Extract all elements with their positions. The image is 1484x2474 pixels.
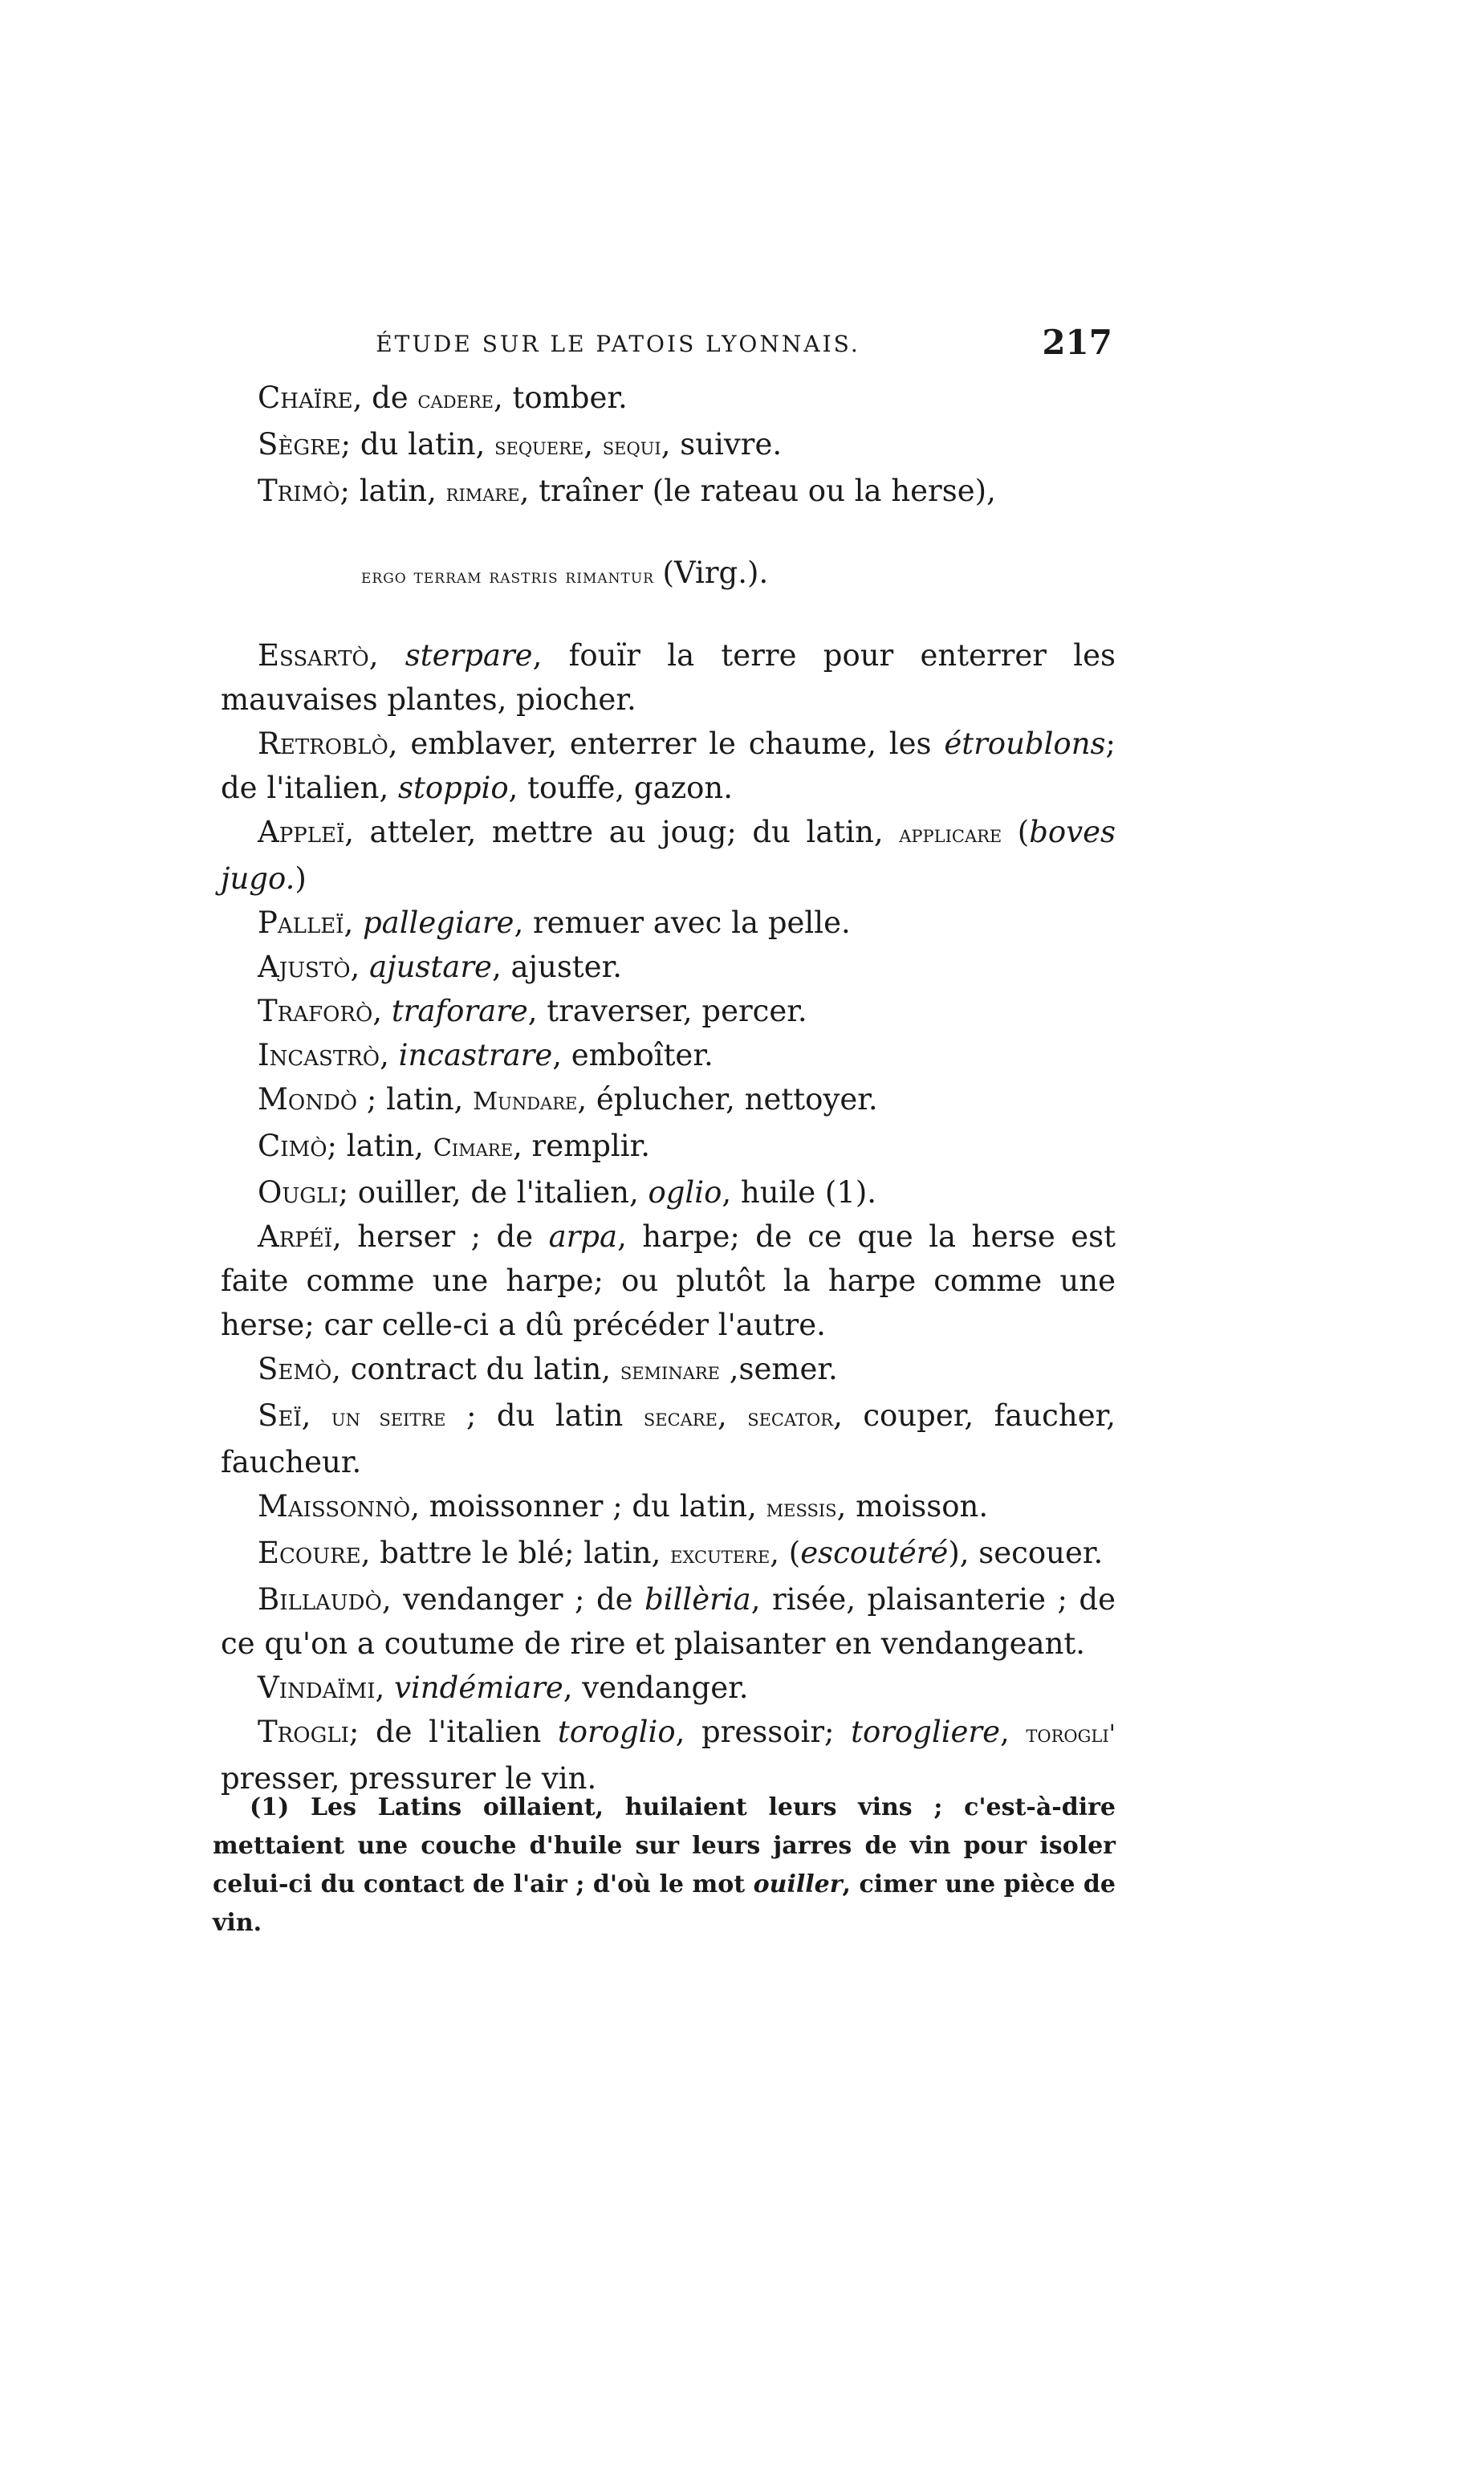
- entry-text: , éplucher, nettoyer.: [577, 1082, 878, 1117]
- entry-headword: Sègre: [258, 427, 341, 462]
- latin-term: rimare: [445, 479, 520, 507]
- entry-headword: Ajustò: [258, 950, 351, 984]
- entry-text: , emboîter.: [552, 1038, 714, 1072]
- italic-term: escoutéré: [800, 1536, 949, 1570]
- latin-term: torogli': [1026, 1720, 1116, 1748]
- latin-term: applicare: [899, 820, 1002, 848]
- latin-term: cadere: [417, 386, 494, 414]
- glossary-entry: [221, 422, 1116, 469]
- glossary-entry: [221, 1394, 1116, 1484]
- entry-text: , remplir.: [513, 1129, 650, 1163]
- italic-term: oglio: [648, 1175, 722, 1210]
- entry-headword: Cimò: [258, 1129, 327, 1163]
- latin-term: secare: [643, 1404, 718, 1432]
- italic-term: incastrare: [398, 1038, 553, 1072]
- entry-text: ,: [368, 638, 405, 673]
- italic-term: traforare: [391, 994, 528, 1028]
- italic-term: ouiller: [753, 1870, 843, 1898]
- entry-headword: Trogli: [258, 1715, 349, 1749]
- entry-text: ,: [375, 1670, 395, 1705]
- italic-term: stoppio: [398, 771, 509, 805]
- entry-headword: Ougli: [258, 1175, 339, 1210]
- glossary-entry: [221, 469, 1116, 515]
- entry-text: , traîner (le rateau ou la herse),: [519, 474, 996, 508]
- latin-term: un seitre: [331, 1404, 446, 1432]
- entry-text: , tomber.: [494, 380, 628, 415]
- verse-reference: (Virg.).: [662, 555, 769, 590]
- entry-text: ,: [583, 427, 603, 462]
- entry-text: ; de l'italien: [348, 1715, 558, 1749]
- entry-text: , battre le blé; latin,: [360, 1536, 671, 1570]
- latin-term: sequere: [494, 433, 584, 461]
- glossary-entry: [221, 722, 1116, 810]
- entry-text: ,: [372, 994, 392, 1028]
- footnote: [213, 1788, 1116, 1943]
- entry-text: , herser ; de: [332, 1219, 549, 1254]
- glossary-entry: [221, 1666, 1116, 1710]
- entry-text: ; ouiller, de l'italien,: [338, 1175, 648, 1210]
- verse-quote: [361, 551, 1116, 598]
- entry-text: ,: [344, 905, 363, 940]
- italic-term: boves jugo.: [221, 815, 1116, 896]
- entry-headword: Mondò: [258, 1082, 358, 1117]
- entry-text: ,semer.: [720, 1352, 838, 1386]
- entry-headword: Essartò: [258, 638, 369, 673]
- glossary-entry: [221, 810, 1116, 901]
- entry-text: ; latin,: [327, 1129, 433, 1163]
- latin-term: sequi: [602, 433, 661, 461]
- entry-text: ; du latin,: [340, 427, 495, 462]
- entry-text: ,: [717, 1398, 748, 1433]
- entry-text: , moissonner ; du latin,: [410, 1489, 766, 1524]
- entry-text: ; latin,: [357, 1082, 474, 1117]
- entry-text: , traverser, percer.: [527, 994, 807, 1028]
- entry-text: , de: [352, 380, 418, 415]
- entry-headword: Appleï: [258, 815, 345, 849]
- italic-term: toroglio: [557, 1715, 676, 1749]
- entry-headword: Retroblò: [258, 726, 388, 761]
- entry-text: , touffe, gazon.: [508, 771, 733, 805]
- glossary-entry: [221, 1710, 1116, 1801]
- entry-text: , atteler, mettre au joug; du latin,: [344, 815, 900, 849]
- latin-term: Mundare: [473, 1088, 578, 1116]
- entry-headword: Seï: [258, 1398, 302, 1433]
- entry-headword: Arpéï: [258, 1219, 333, 1254]
- entry-text: , couper, faucher, faucheur.: [221, 1398, 1116, 1479]
- entry-headword: Ecoure: [258, 1536, 361, 1570]
- entry-text: ), secouer.: [948, 1536, 1104, 1570]
- italic-term: vindémiare: [394, 1670, 563, 1705]
- glossary-entry: [221, 633, 1116, 722]
- page-number: 217: [1042, 323, 1112, 362]
- italic-term: ajustare: [369, 950, 492, 984]
- entry-headword: Chaïre: [258, 380, 353, 415]
- entry-text: , emblaver, enterrer le chaume, les: [388, 726, 945, 761]
- italic-term: étroublons: [944, 726, 1106, 761]
- entry-headword: Billaudò: [258, 1582, 382, 1617]
- glossary-entry: [221, 989, 1116, 1033]
- latin-term: excutere: [670, 1541, 770, 1569]
- entry-text: ,: [301, 1398, 331, 1433]
- entry-text: , moisson.: [836, 1489, 989, 1524]
- entry-text: ,: [350, 950, 370, 984]
- latin-term: seminare: [620, 1357, 721, 1386]
- entry-text: , remuer avec la pelle.: [514, 905, 851, 940]
- entry-headword: Semò: [258, 1352, 332, 1386]
- italic-term: billèria: [644, 1582, 751, 1617]
- entry-headword: Maissonnò: [258, 1489, 411, 1524]
- glossary-entry: [221, 376, 1116, 422]
- entry-text: , harpe; de ce que la herse est faite comme une harpe; ou plutôt la harpe comme une herse; car celle-ci a dû précéder l'autre.: [221, 1219, 1116, 1342]
- entry-text: ,: [1000, 1715, 1027, 1749]
- footnote-marker: (1): [250, 1793, 290, 1821]
- glossary-entry: [221, 1215, 1116, 1347]
- entry-text: presser, pressurer le vin.: [221, 1761, 597, 1796]
- entry-text: ,: [380, 1038, 399, 1072]
- entry-text: , fouïr la terre pour enterrer les mauvaises plantes, piocher.: [221, 638, 1116, 717]
- entry-text: , vendanger.: [563, 1670, 749, 1705]
- entry-headword: Incastrò: [258, 1038, 380, 1072]
- glossary-body: [221, 376, 1116, 1801]
- entry-headword: Trimò: [258, 474, 340, 508]
- verse-text: ergo terram rastris rimantur: [361, 564, 654, 588]
- entry-headword: Vindaïmi: [258, 1670, 376, 1705]
- entry-text: , contract du latin,: [331, 1352, 620, 1386]
- entry-text: , suivre.: [661, 427, 783, 462]
- entry-text: , huile (1).: [722, 1175, 877, 1210]
- entry-text: , (: [770, 1536, 801, 1570]
- entry-text: ; latin,: [339, 474, 446, 508]
- italic-term: sterpare: [405, 638, 533, 673]
- entry-text: , risée, plaisanterie ; de ce qu'on a coutume de rire et plaisanter en vendangeant.: [221, 1582, 1116, 1661]
- entry-text: , cimer une pièce de vin.: [213, 1870, 1116, 1937]
- italic-term: arpa: [548, 1219, 618, 1254]
- glossary-entry: [221, 1531, 1116, 1577]
- latin-term: Cimare: [433, 1134, 514, 1162]
- glossary-entry: [221, 1484, 1116, 1531]
- glossary-entry: [221, 1077, 1116, 1124]
- running-title: ÉTUDE SUR LE PATOIS LYONNAIS.: [376, 331, 860, 357]
- latin-term: messis: [766, 1495, 837, 1523]
- glossary-entry: [221, 1347, 1116, 1394]
- latin-term: secator: [747, 1404, 834, 1432]
- glossary-entry: [221, 1170, 1116, 1215]
- entry-text: , pressoir;: [675, 1715, 852, 1749]
- glossary-entry: [221, 1577, 1116, 1666]
- running-head: [217, 323, 1124, 371]
- entry-text: ; de l'italien,: [221, 726, 1116, 805]
- glossary-entry: [221, 945, 1116, 989]
- italic-term: torogliere: [851, 1715, 1001, 1749]
- entry-headword: Traforò: [258, 994, 373, 1028]
- glossary-entry: [221, 901, 1116, 945]
- glossary-entry: [221, 1124, 1116, 1170]
- entry-text: ): [295, 861, 307, 896]
- entry-headword: Palleï: [258, 905, 344, 940]
- entry-text: , ajuster.: [491, 950, 622, 984]
- glossary-entry: [221, 1033, 1116, 1077]
- entry-text: ; du latin: [445, 1398, 644, 1433]
- italic-term: pallegiare: [362, 905, 514, 940]
- entry-text: (: [1002, 815, 1030, 849]
- entry-text: Les Latins oillaient, huilaient leurs vins ; c'est-à-dire mettaient une couche d'huile sur leurs jarres de vin pour isoler celui-ci du contact de l'air ; d'où le mot: [213, 1793, 1116, 1898]
- entry-text: , vendanger ; de: [381, 1582, 645, 1617]
